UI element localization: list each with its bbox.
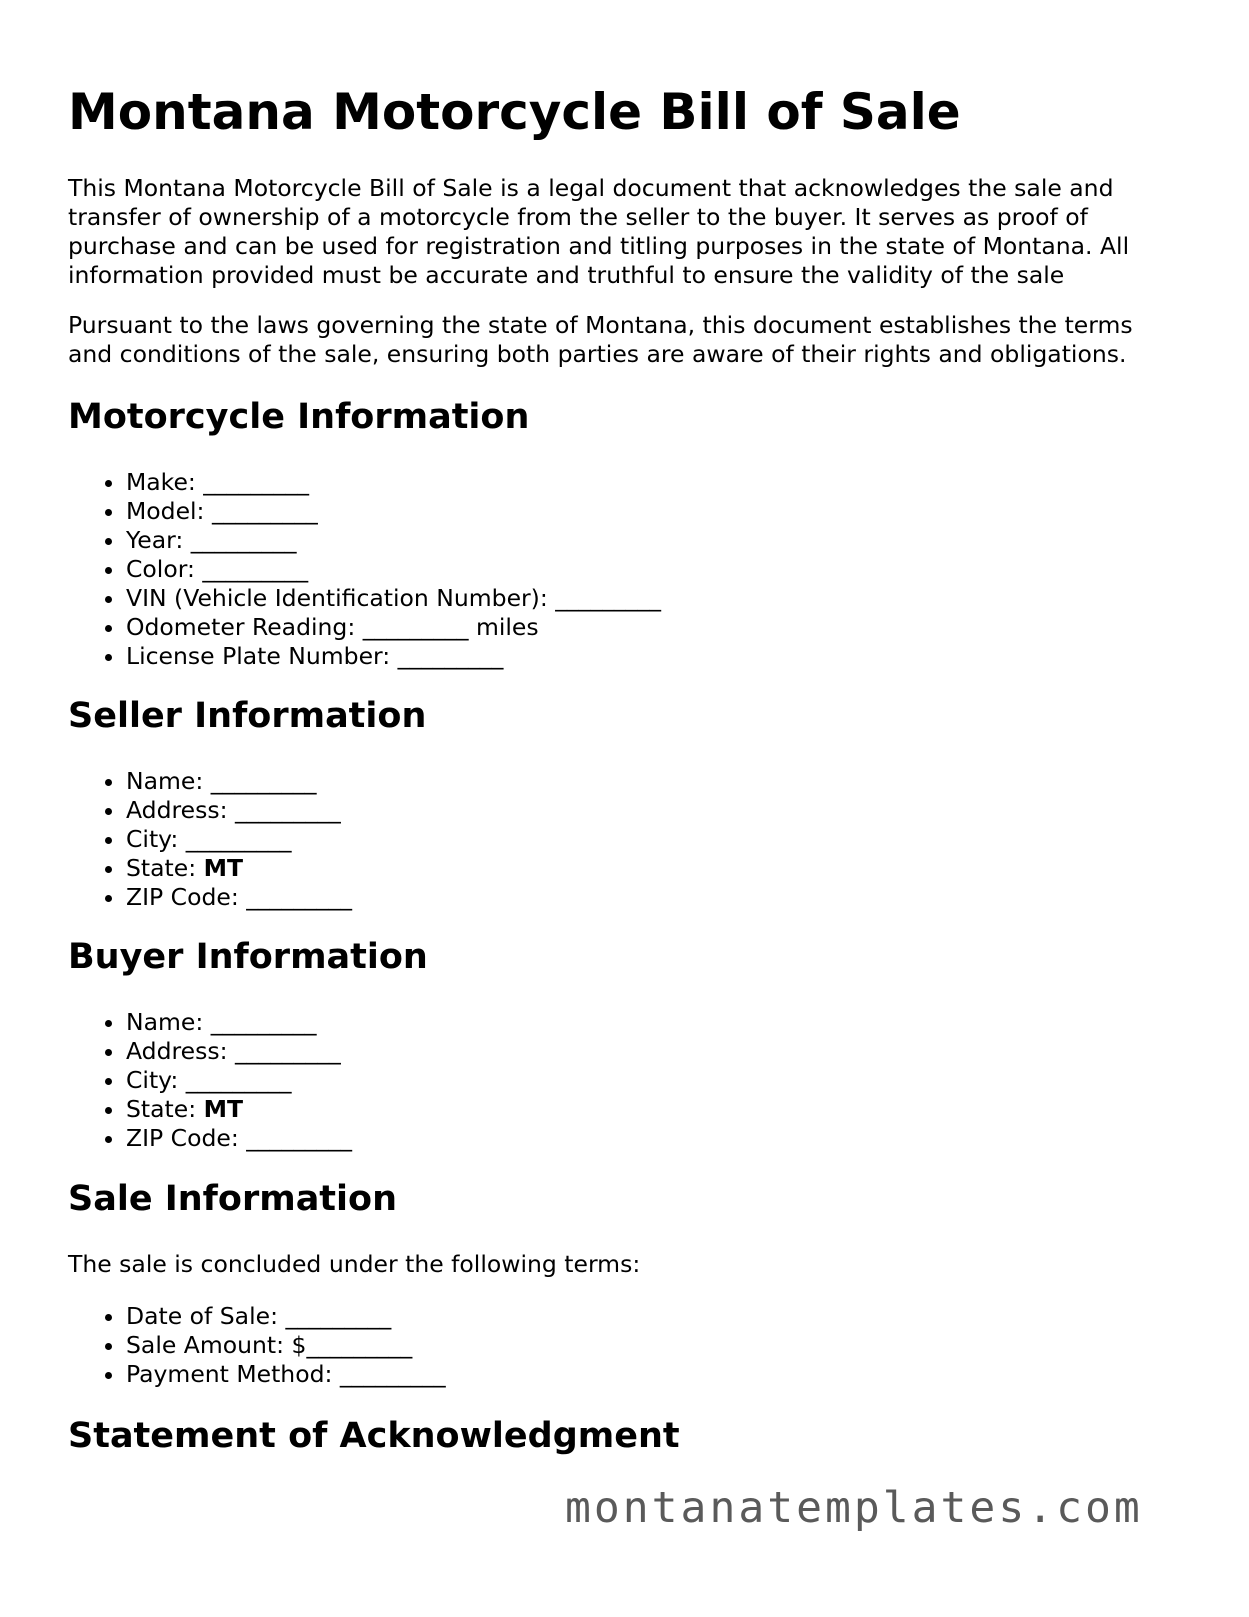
- sale-intro-text: The sale is concluded under the following terms:: [68, 1250, 641, 1278]
- intro-paragraph-1: This Montana Motorcycle Bill of Sale is a legal document that acknowledges the sale and transfer of ownership of a motorcycle from the seller to the buyer. It serves as proof of purchase and can be used for registration and titling purposes in the state of Montana. All information provided must be accurate and truthful to ensure the validity of the sale: [68, 174, 1130, 289]
- buyer-city-field: • City: _________: [126, 1066, 352, 1095]
- motorcycle-year-field: • Year: _________: [126, 526, 661, 555]
- seller-info-heading: Seller Information: [68, 696, 427, 736]
- watermark-text: montanatemplates.com: [565, 1483, 1143, 1533]
- seller-state-label: State:: [126, 854, 197, 882]
- sale-info-heading: Sale Information: [68, 1179, 397, 1219]
- buyer-state-value: MT: [203, 1095, 244, 1123]
- seller-name-field: • Name: _________: [126, 767, 352, 796]
- motorcycle-vin-field: • VIN (Vehicle Identification Number): _________: [126, 584, 661, 613]
- buyer-address-field: • Address: _________: [126, 1037, 352, 1066]
- acknowledgment-heading: Statement of Acknowledgment: [68, 1416, 680, 1456]
- buyer-info-heading: Buyer Information: [68, 937, 428, 977]
- sale-amount-field: • Sale Amount: $_________: [126, 1331, 446, 1360]
- document-title: Montana Motorcycle Bill of Sale: [68, 83, 961, 141]
- motorcycle-odometer-field: • Odometer Reading: _________ miles: [126, 613, 661, 642]
- buyer-name-field: • Name: _________: [126, 1008, 352, 1037]
- seller-info-list: [68, 767, 352, 912]
- seller-address-field: • Address: _________: [126, 796, 352, 825]
- motorcycle-model-field: • Model: _________: [126, 497, 661, 526]
- seller-zip-field: • ZIP Code: _________: [126, 883, 352, 912]
- buyer-info-list: [68, 1008, 352, 1153]
- intro-paragraph-2: Pursuant to the laws governing the state of Montana, this document establishes the terms and conditions of the sale, ensuring both parties are aware of their rights and obligations.: [68, 311, 1133, 368]
- sale-info-list: [68, 1302, 446, 1389]
- sale-date-field: • Date of Sale: _________: [126, 1302, 446, 1331]
- seller-state-value: MT: [203, 854, 244, 882]
- motorcycle-plate-field: • License Plate Number: _________: [126, 642, 661, 671]
- buyer-state-field: [126, 1095, 352, 1124]
- motorcycle-info-list: [68, 468, 661, 671]
- sale-payment-method-field: • Payment Method: _________: [126, 1360, 446, 1389]
- motorcycle-make-field: • Make: _________: [126, 468, 661, 497]
- seller-state-field: [126, 854, 352, 883]
- buyer-zip-field: • ZIP Code: _________: [126, 1124, 352, 1153]
- buyer-state-label: State:: [126, 1095, 197, 1123]
- motorcycle-info-heading: Motorcycle Information: [68, 397, 530, 437]
- seller-city-field: • City: _________: [126, 825, 352, 854]
- motorcycle-color-field: • Color: _________: [126, 555, 661, 584]
